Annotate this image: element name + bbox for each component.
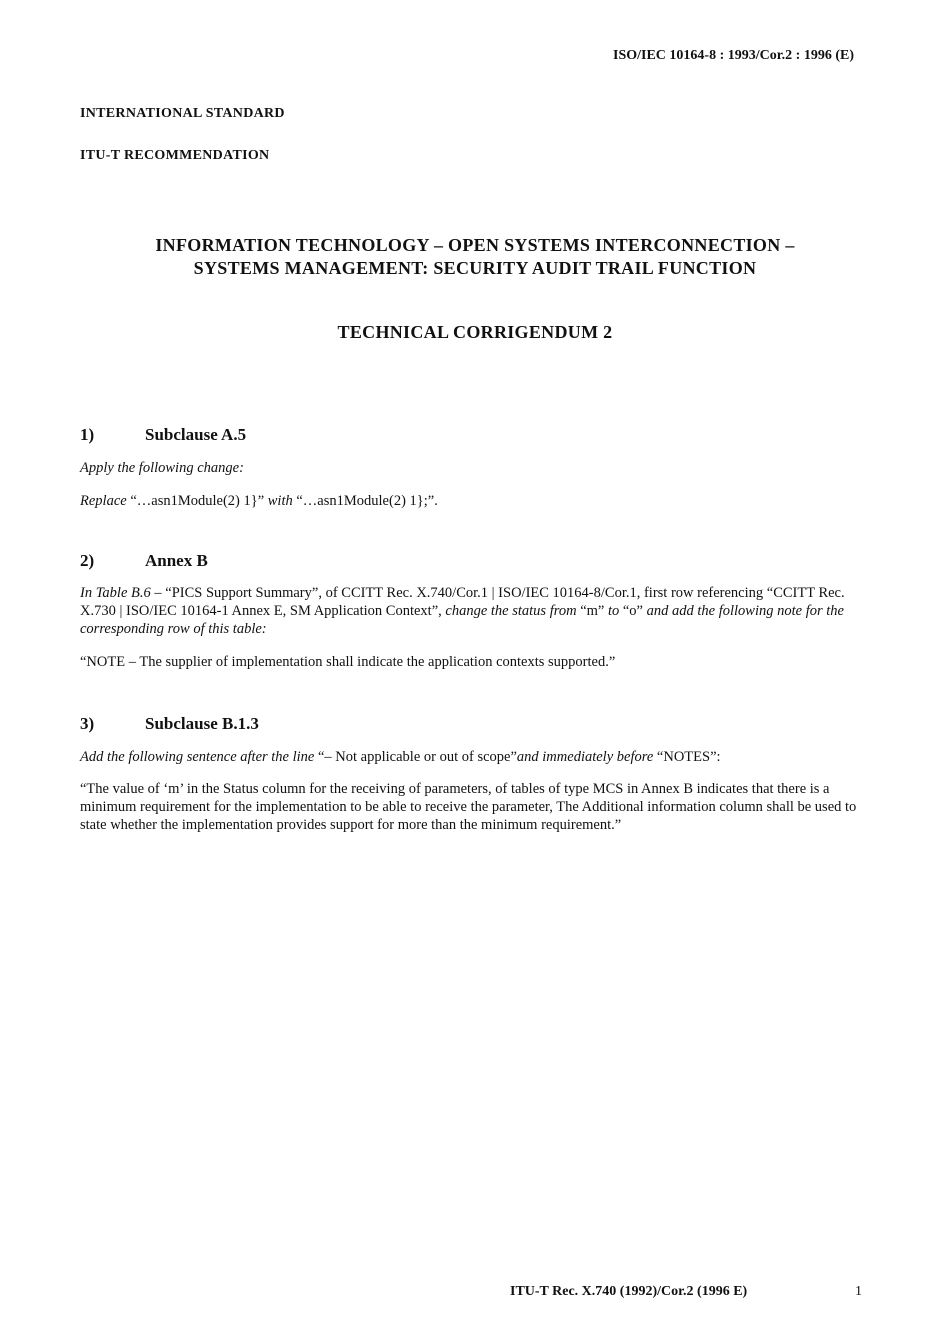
document-subtitle: TECHNICAL CORRIGENDUM 2 — [337, 322, 613, 342]
add-sentence-instruction: Add the following sentence after the line — [80, 749, 315, 765]
replace-keyword: Replace — [80, 493, 127, 509]
document-title-line-2: SYSTEMS MANAGEMENT: SECURITY AUDIT TRAIL FUNCTION — [193, 258, 757, 278]
notes-reference: “NOTES”: — [653, 749, 721, 765]
section-2-title: Annex B — [145, 551, 208, 570]
recommendation-type-label: ITU-T RECOMMENDATION — [80, 148, 270, 163]
add-note-instruction: and add the following note for the corresponding row of this table: — [80, 603, 844, 637]
change-status-text: change the status from — [445, 603, 577, 619]
section-3-title: Subclause B.1.3 — [145, 714, 259, 733]
table-reference: In Table B.6 — [80, 585, 151, 601]
section-1-instruction: Apply the following change: — [80, 460, 244, 476]
status-new-value: “o” — [619, 603, 647, 619]
section-2-note: “NOTE – The supplier of implementation shall indicate the application contexts supported.” — [80, 654, 616, 670]
section-2-number: 2) — [80, 551, 95, 570]
section-3-body: “The value of ‘m’ in the Status column for the receiving of parameters, of tables of type MCS in Annex B indicates that there is a minimum requirement for the implementation to be able to receive the parameter, The Additional information column shall be used to state whether the implementation provides support for more than the minimum requirement.” — [80, 781, 857, 833]
table-description: – “PICS Support Summary”, of CCITT Rec. X.740/Cor.1 | ISO/IEC 10164-8/Cor.1, first row referencing “CCITT Rec. X.730 | ISO/IEC 10164-1 Annex E, SM Application Context”, — [80, 585, 845, 619]
section-3-number: 3) — [80, 714, 95, 733]
replace-new-text: “…asn1Module(2) 1};”. — [292, 493, 438, 509]
section-2-paragraph — [80, 584, 865, 638]
footer-recommendation: ITU-T Rec. X.740 (1992)/Cor.2 (1996 E) — [510, 1284, 748, 1299]
standard-type-label: INTERNATIONAL STANDARD — [80, 106, 285, 121]
section-3-instruction — [80, 748, 865, 766]
document-identifier: ISO/IEC 10164-8 : 1993/Cor.2 : 1996 (E) — [613, 48, 854, 63]
section-1-replace-line — [80, 492, 865, 510]
immediately-before-text: and immediately before — [516, 749, 654, 765]
to-keyword: to — [607, 603, 620, 619]
section-1-number: 1) — [80, 425, 95, 444]
line-reference: “– Not applicable or out of scope” — [314, 749, 517, 765]
page-number: 1 — [855, 1284, 862, 1299]
document-title-line-1: INFORMATION TECHNOLOGY – OPEN SYSTEMS INTERCONNECTION – — [155, 235, 795, 255]
section-1-title: Subclause A.5 — [145, 425, 247, 444]
status-old-value: “m” — [576, 603, 608, 619]
replace-old-text: “…asn1Module(2) 1}” — [126, 493, 268, 509]
with-keyword: with — [267, 493, 293, 509]
